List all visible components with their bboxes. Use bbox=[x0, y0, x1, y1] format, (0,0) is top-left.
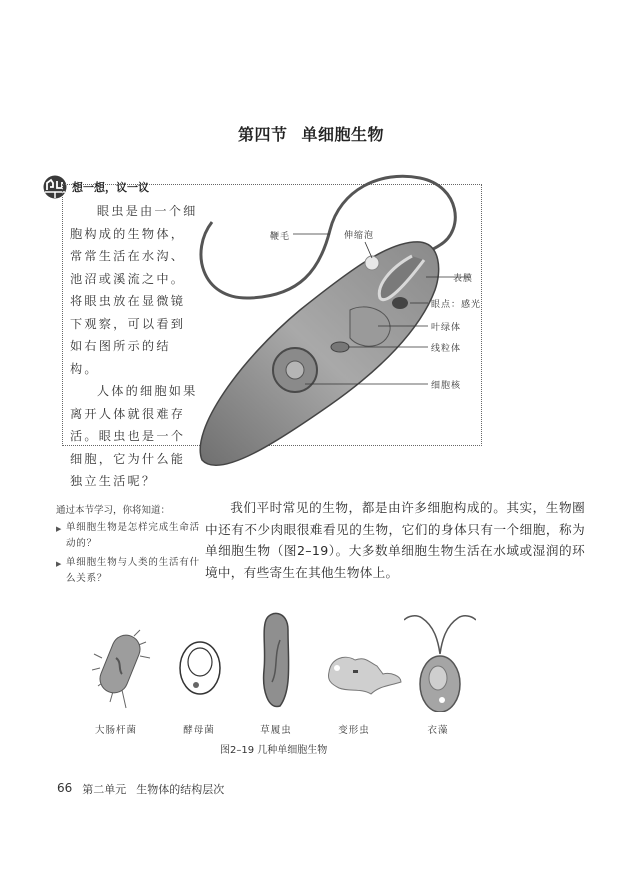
page-footer bbox=[57, 781, 224, 797]
organism-label: 大肠杆菌 bbox=[94, 725, 137, 736]
label-eyespot: 眼点：感光 bbox=[431, 300, 482, 310]
main-paragraph bbox=[205, 497, 585, 583]
main-text: 我们平时常见的生物，都是由许多细胞构成的。其实，生物圈中还有不少肉眼很难看见的生物，它们的身体只有一个细胞，称为单细胞生物（图2–19）。大多数单细胞生物生活在水域或湿润的环境中，有些寄生在其他生物体上。 bbox=[205, 500, 585, 580]
objectives-heading: 通过本节学习，你将知道： bbox=[56, 505, 171, 516]
organism-label: 草履虫 bbox=[260, 725, 292, 736]
figure-caption: 图2–19 几种单细胞生物 bbox=[220, 745, 328, 756]
label-chloroplast: 叶绿体 bbox=[431, 323, 462, 333]
think-box-text bbox=[70, 200, 198, 493]
learning-objectives bbox=[56, 502, 206, 587]
objective-text: 单细胞生物是怎样完成生命活动的？ bbox=[66, 522, 200, 549]
bullet-triangle-icon: ▶ bbox=[56, 525, 63, 533]
chlamydomonas-icon bbox=[404, 612, 476, 712]
objective-item bbox=[56, 520, 206, 552]
organism-label: 变形虫 bbox=[338, 725, 370, 736]
unit-title: 生物体的结构层次 bbox=[136, 783, 225, 796]
bullet-triangle-icon: ▶ bbox=[56, 560, 63, 568]
e-coli-icon bbox=[92, 628, 152, 710]
unit-name: 第二单元 bbox=[82, 783, 127, 796]
think-box-label: 想一想，议一议 bbox=[72, 181, 149, 194]
label-flagellum: 鞭毛 bbox=[270, 232, 291, 242]
organism-label: 衣藻 bbox=[427, 725, 449, 736]
label-contractile-vacuole: 伸缩泡 bbox=[344, 231, 375, 241]
label-nucleus: 细胞核 bbox=[431, 381, 462, 391]
section-title bbox=[0, 122, 622, 145]
label-mitochondria: 线粒体 bbox=[431, 344, 462, 354]
yeast-icon bbox=[178, 640, 222, 696]
paramecium-icon bbox=[258, 610, 294, 710]
objective-text: 单细胞生物与人类的生活有什么关系？ bbox=[66, 557, 200, 584]
objective-item bbox=[56, 555, 206, 587]
section-number: 第四节 bbox=[237, 125, 288, 144]
label-membrane: 表膜 bbox=[453, 274, 474, 284]
organism-label: 酵母菌 bbox=[183, 725, 215, 736]
section-name: 单细胞生物 bbox=[301, 125, 385, 144]
page-number: 66 bbox=[57, 781, 73, 795]
amoeba-icon bbox=[325, 652, 405, 696]
think-paragraph: 人体的细胞如果离开人体就很难存活。眼虫也是一个细胞，它为什么能独立生活呢？ bbox=[70, 384, 198, 488]
think-paragraph: 眼虫是由一个细胞构成的生物体，常常生活在水沟、池沼或溪流之中。将眼虫放在显微镜下观察，可以看到如右图所示的结构。 bbox=[70, 204, 198, 376]
